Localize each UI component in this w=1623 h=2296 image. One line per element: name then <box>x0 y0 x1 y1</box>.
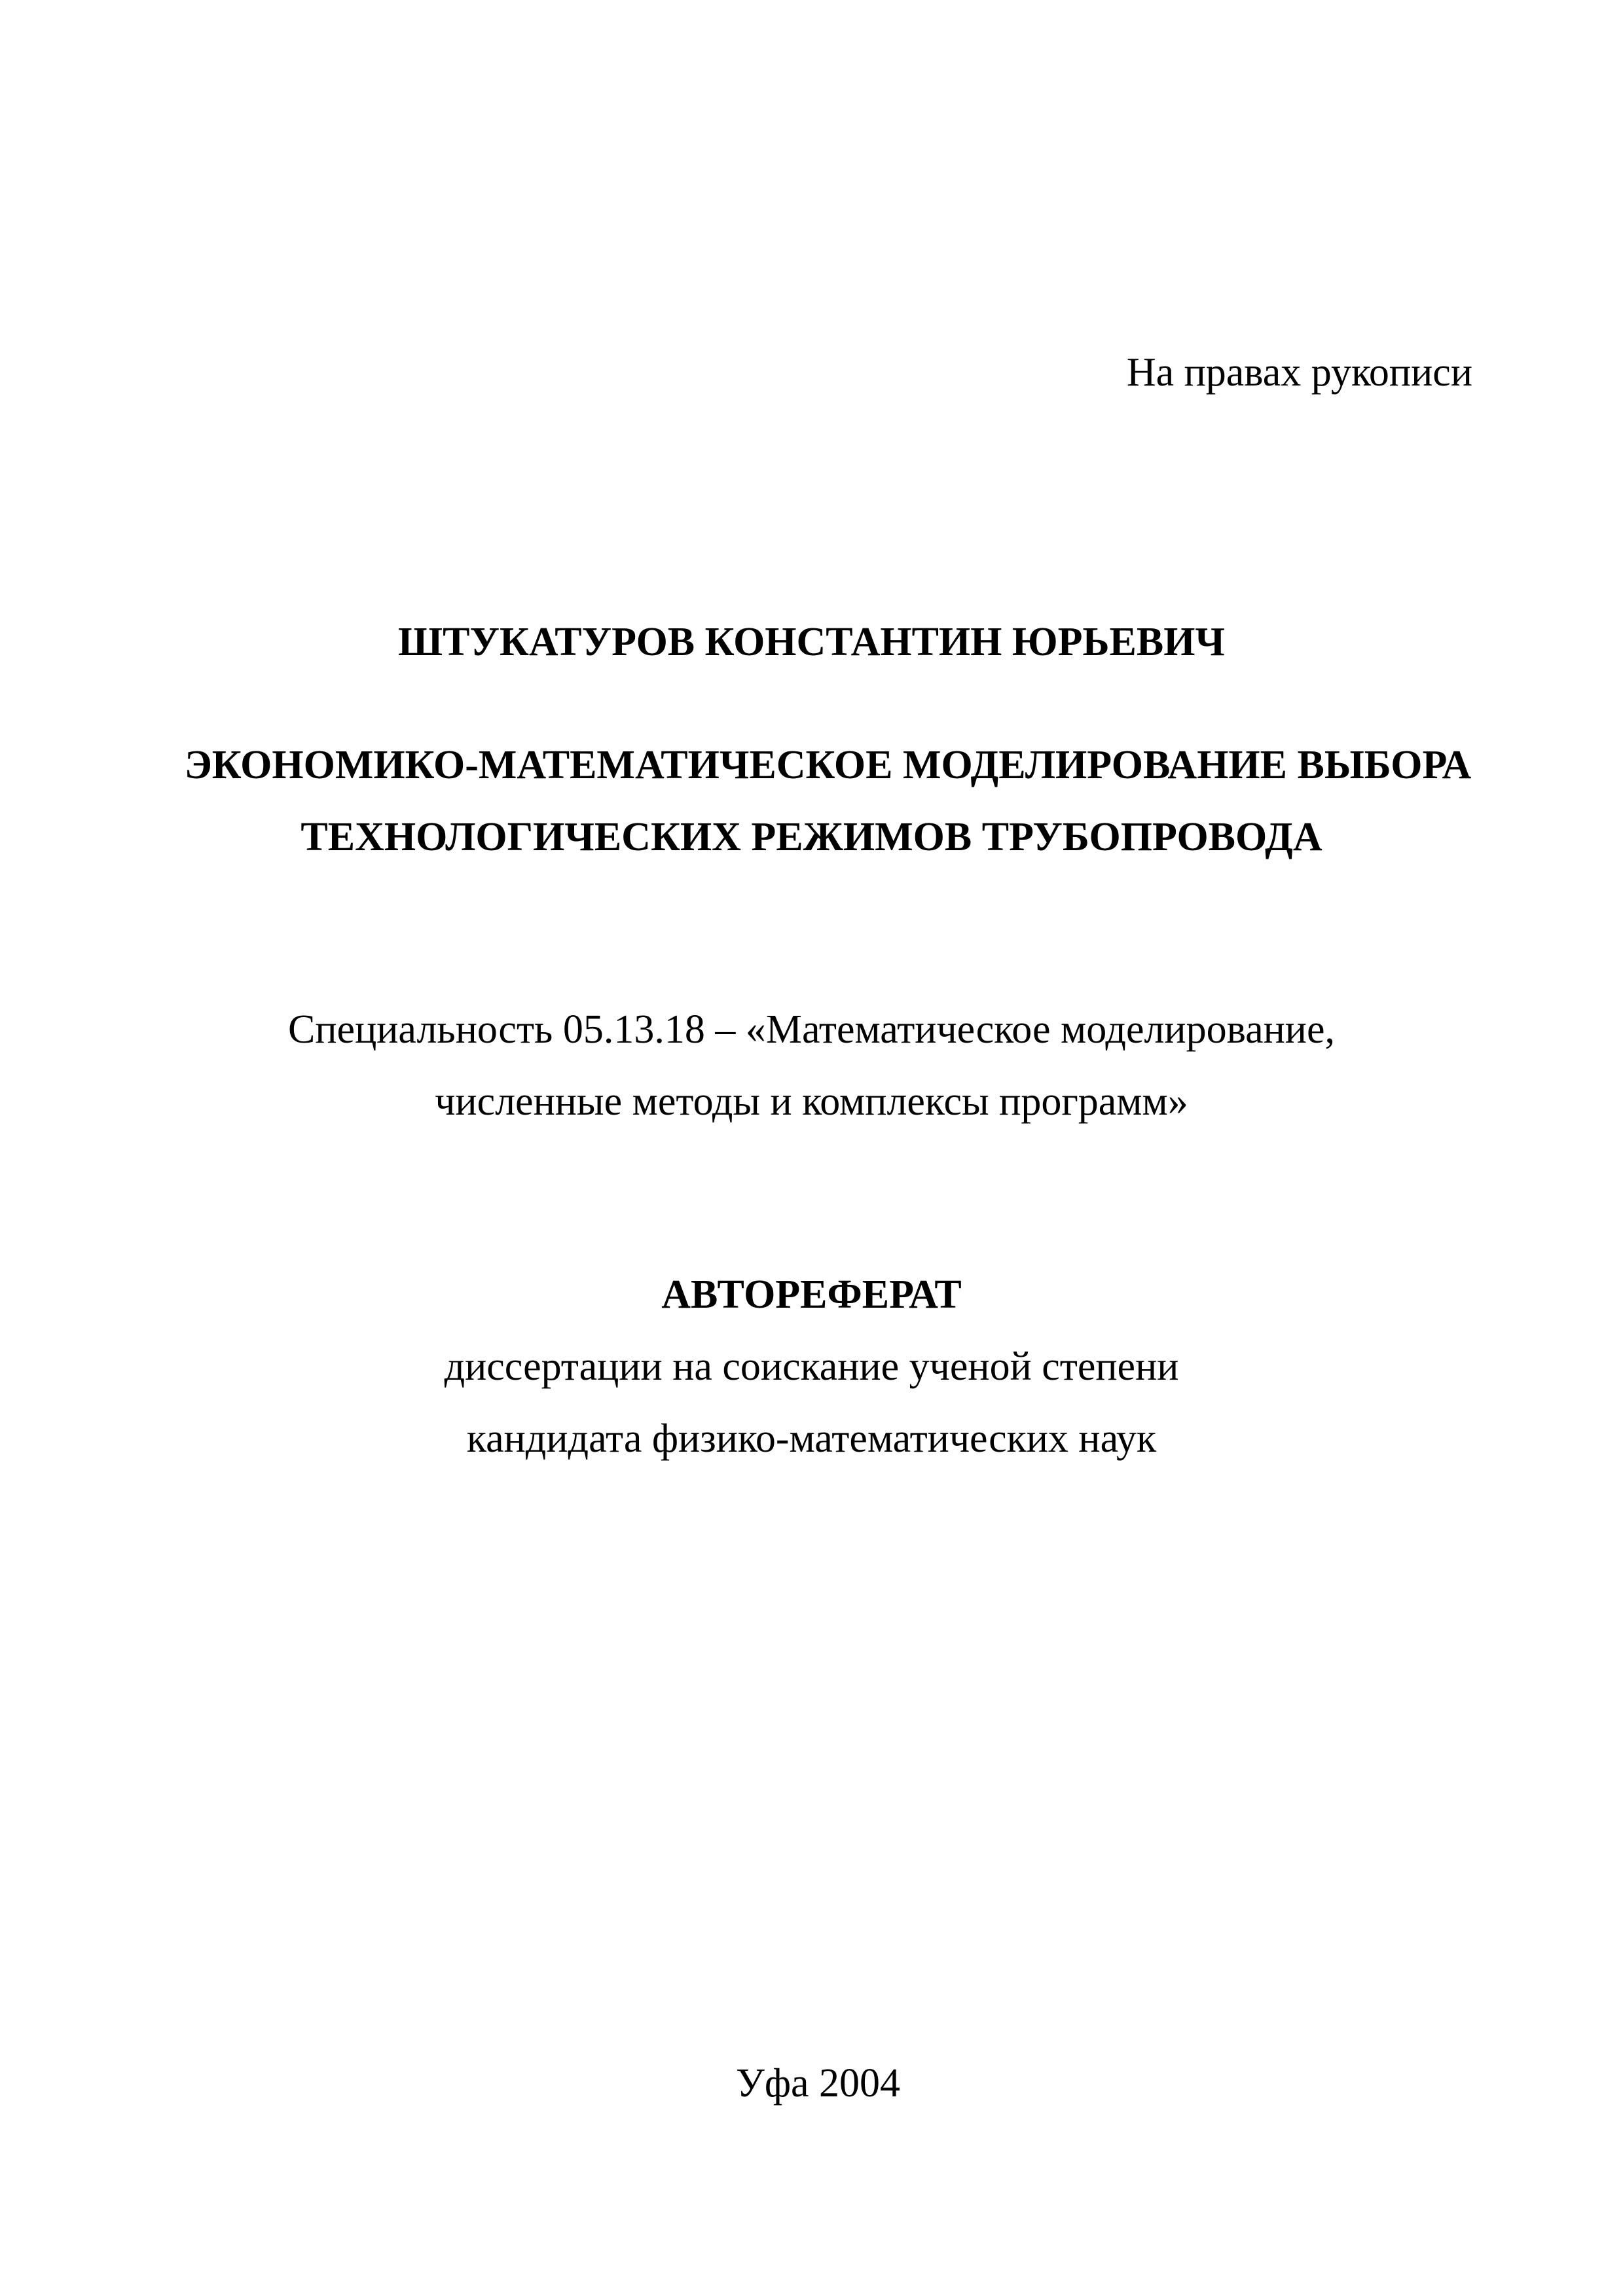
degree-line-2: кандидата физико-математических наук <box>466 1416 1157 1461</box>
specialty-line-1: Специальность 05.13.18 – «Математическое моделирование, <box>288 1007 1335 1052</box>
title-line-1: ЭКОНОМИКО-МАТЕМАТИЧЕСКОЕ МОДЕЛИРОВАНИЕ ВЫБОРА <box>184 743 1472 787</box>
manuscript-note: На правах рукописи <box>1126 350 1472 395</box>
degree-line-1: диссертации на соискание ученой степени <box>444 1344 1179 1389</box>
abstract-heading: АВТОРЕФЕРАТ <box>661 1272 962 1317</box>
specialty-line-2: численные методы и комплексы программ» <box>435 1079 1188 1124</box>
author-name: ШТУКАТУРОВ КОНСТАНТИН ЮРЬЕВИЧ <box>398 620 1225 664</box>
title-line-2: ТЕХНОЛОГИЧЕСКИХ РЕЖИМОВ ТРУБОПРОВОДА <box>301 815 1322 859</box>
city-year: Уфа 2004 <box>735 2061 901 2106</box>
